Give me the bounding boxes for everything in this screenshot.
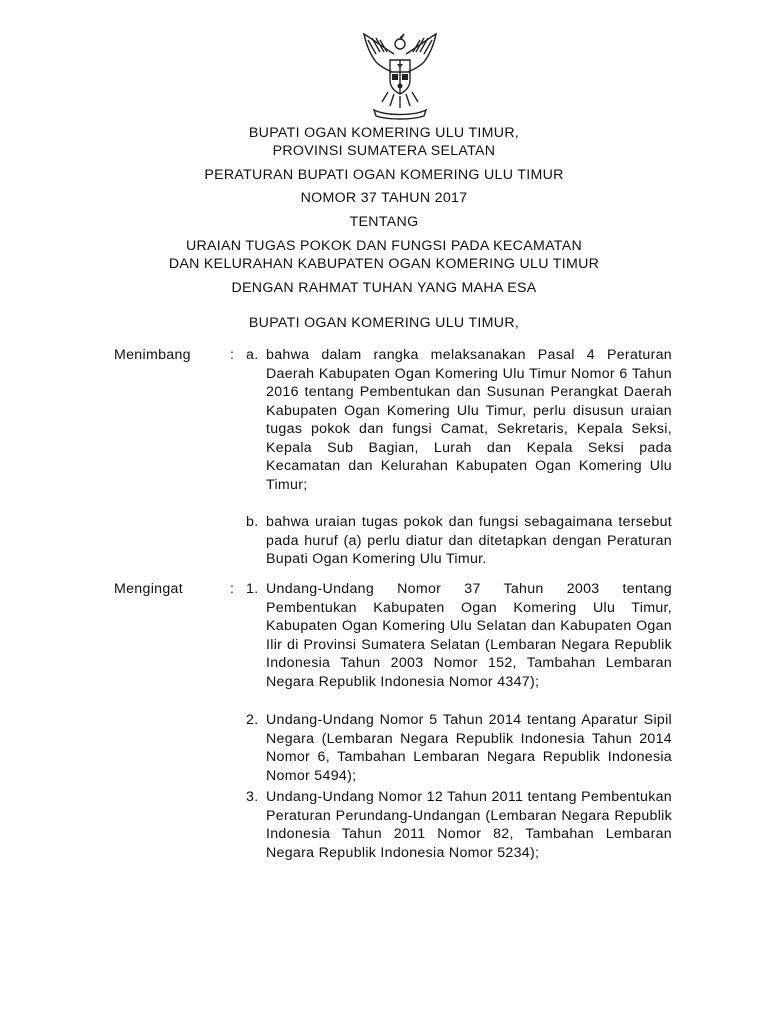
mengingat-item-3-marker: 3. — [246, 789, 259, 805]
regulation-number: NOMOR 37 TAHUN 2017 — [300, 190, 468, 206]
subject-line-2: DAN KELURAHAN KABUPATEN OGAN KOMERING ULU TIMUR — [168, 256, 600, 272]
menimbang-colon: : — [230, 347, 234, 363]
menimbang-item-a-text: bahwa dalam rangka melaksanakan Pasal 4 Peraturan Daerah Kabupaten Ogan Komering Ulu Timur Nomor 6 Tahun 2016 tentang Pembentukan dan Susunan Perangkat Daerah Kabupaten Ogan Komering Ulu Timur, perlu disusun uraian tugas pokok dan fungsi Camat, Sekretaris, Kepala Seksi, Kepala Sub Bagian, Lurah dan Kepala Seksi pada Kecamatan dan Kelurahan Kabupaten Ogan Komering Ulu Timur; — [266, 347, 672, 493]
mengingat-item-3-text: Undang-Undang Nomor 12 Tahun 2011 tentang Pembentukan Peraturan Perundang-Undangan (Lembaran Negara Republik Indonesia Tahun 2011 Nomor 82, Tambahan Lembaran Negara Republik Indonesia Nomor 5234); — [266, 789, 672, 861]
subject-line-1: URAIAN TUGAS POKOK DAN FUNGSI PADA KECAMATAN — [185, 238, 583, 254]
regulation-title: PERATURAN BUPATI OGAN KOMERING ULU TIMUR — [204, 167, 564, 183]
regent-title-repeat: BUPATI OGAN KOMERING ULU TIMUR, — [248, 315, 520, 331]
menimbang-item-b-text: bahwa uraian tugas pokok dan fungsi sebagaimana tersebut pada huruf (a) perlu diatur dan ditetapkan dengan Peraturan Bupati Ogan Komering Ulu Timur. — [266, 514, 672, 567]
mengingat-item-1-marker: 1. — [246, 581, 259, 597]
mengingat-item-2-marker: 2. — [246, 712, 259, 728]
regent-title: BUPATI OGAN KOMERING ULU TIMUR, — [248, 125, 520, 141]
menimbang-label: Menimbang — [114, 347, 191, 363]
province-title: PROVINSI SUMATERA SELATAN — [272, 143, 496, 159]
tentang-label: TENTANG — [349, 214, 419, 230]
mengingat-item-1-text: Undang-Undang Nomor 37 Tahun 2003 tentang Pembentukan Kabupaten Ogan Komering Ulu Timur, Kabupaten Ogan Komering Ulu Selatan dan Kabupaten Ogan Ilir di Provinsi Sumatera Selatan (Lembaran Negara Republik Indonesia Tahun 2003 Nomor 152, Tambahan Lembaran Negara Republik Indonesia Nomor 4347); — [266, 581, 672, 690]
menimbang-item-a-marker: a. — [246, 347, 259, 363]
mengingat-item-2-text: Undang-Undang Nomor 5 Tahun 2014 tentang Aparatur Sipil Negara (Lembaran Negara Republik Indonesia Tahun 2014 Nomor 6, Tambahan Lembaran Negara Republik Indonesia Nomor 5494); — [266, 712, 672, 784]
menimbang-item-b-marker: b. — [246, 514, 259, 530]
mengingat-label: Mengingat — [114, 581, 183, 597]
invocation-line: DENGAN RAHMAT TUHAN YANG MAHA ESA — [231, 280, 537, 296]
garuda-emblem-icon — [354, 30, 446, 120]
mengingat-colon: : — [230, 581, 234, 597]
